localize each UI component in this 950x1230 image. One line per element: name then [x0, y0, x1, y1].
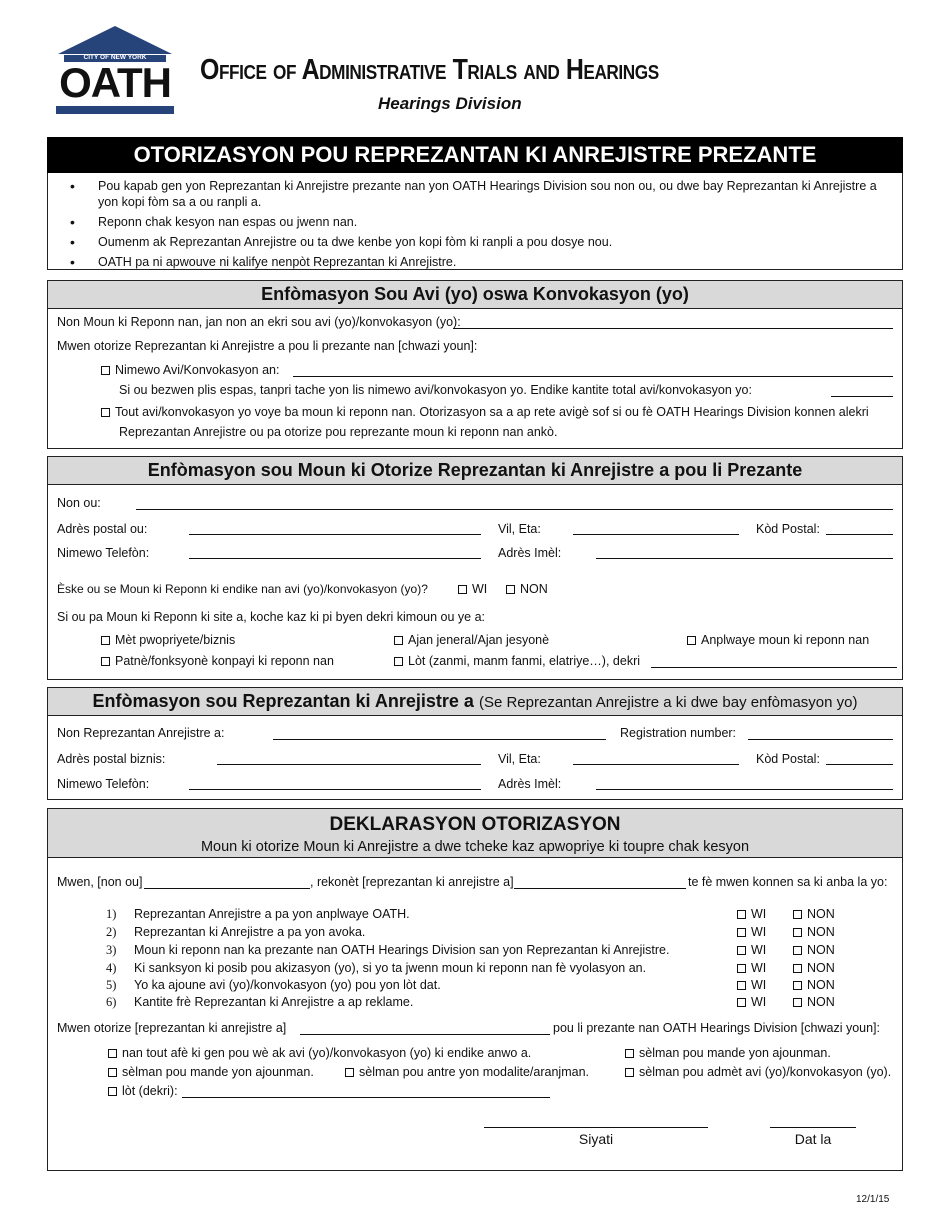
item-2-number: 2)	[106, 925, 117, 939]
scope-all[interactable]	[108, 1046, 531, 1060]
form-version: 12/1/15	[856, 1194, 890, 1205]
respondent-yes[interactable]	[458, 582, 487, 596]
all-notices-checkbox[interactable]	[101, 408, 110, 417]
name-field[interactable]	[136, 509, 893, 510]
item-5-number: 5)	[106, 978, 117, 992]
address-field[interactable]	[189, 534, 481, 535]
scope-adjourn-right-checkbox[interactable]	[625, 1049, 634, 1058]
email-label: Adrès Imèl:	[498, 546, 562, 560]
scope-admit-label: sèlman pou admèt avi (yo)/konvokasyon (yo).	[639, 1065, 892, 1079]
item-1-text: Reprezantan Anrejistre a pa yon anplwaye OATH.	[134, 907, 410, 921]
respondent-no-label: NON	[520, 582, 548, 596]
item-3-number: 3)	[106, 943, 117, 957]
registration-label: Registration number:	[620, 726, 737, 740]
rel-agent[interactable]	[394, 633, 549, 647]
rel-employee[interactable]	[687, 633, 869, 647]
respondent-yes-checkbox[interactable]	[458, 585, 467, 594]
authorize-scope-b: pou li prezante nan OATH Hearings Division [chwazi youn]:	[553, 1021, 881, 1035]
intro-part-c: te fè mwen konnen sa ki anba la yo:	[688, 875, 888, 889]
scope-admit-checkbox[interactable]	[625, 1068, 634, 1077]
item-1-number: 1)	[106, 907, 117, 921]
item-4-text: Ki sanksyon ki posib pou akizasyon (yo), si yo ta jwenn moun ki reponn nan fè vyolasyon an.	[134, 961, 647, 975]
yes-label: WI	[751, 961, 767, 975]
item-2-no[interactable]	[793, 925, 835, 939]
rel-agent-label: Ajan jeneral/Ajan jesyonè	[408, 633, 550, 647]
item-5-yes[interactable]	[737, 978, 766, 992]
rel-other[interactable]	[394, 654, 640, 668]
declaration-title: DEKLARASYON OTORIZASYON	[329, 814, 621, 835]
rep-zip-label: Kòd Postal:	[756, 752, 820, 766]
authorize-scope-a: Mwen otorize [reprezantan ki anrejistre a]	[57, 1021, 287, 1035]
bullet-2: • Reponn chak kesyon nan espas ou jwenn nan.	[48, 214, 890, 230]
item-2-text: Reprezantan ki Anrejistre a pa yon avoka.	[134, 925, 366, 939]
rep-email-label: Adrès Imèl:	[498, 777, 562, 791]
instructions-box	[47, 173, 903, 270]
scope-adjourn-right[interactable]	[625, 1046, 831, 1060]
city-label: Vil, Eta:	[498, 522, 541, 536]
item-5-yes-checkbox[interactable]	[737, 981, 746, 990]
rel-partner[interactable]	[101, 654, 334, 668]
item-6-yes[interactable]	[737, 995, 766, 1009]
respondent-question: Èske ou se Moun ki Reponn ki endike nan avi (yo)/konvokasyon (yo)?	[57, 582, 428, 596]
scope-all-label: nan tout afè ki gen pou wè ak avi (yo)/konvokasyon (yo) ki endike anwo a.	[122, 1046, 532, 1060]
respondent-name-field[interactable]	[453, 328, 893, 329]
item-2-yes-checkbox[interactable]	[737, 928, 746, 937]
rep-city-label: Vil, Eta:	[498, 752, 541, 766]
respondent-no[interactable]	[506, 582, 548, 596]
bullet-3: • Oumenm ak Reprezantan Anrejistre ou ta dwe kenbe yon kopi fòm ki ranpli a pou dosye nou.	[48, 234, 890, 250]
rel-partner-label: Patnè/fonksyonè konpayi ki reponn nan	[115, 654, 334, 668]
item-5-text: Yo ka ajoune avi (yo)/konvokasyon (yo) pou yon lòt dat.	[134, 978, 441, 992]
rel-other-label: Lòt (zanmi, manm fanmi, elatriye…), dekri	[408, 654, 641, 668]
item-3-no[interactable]	[793, 943, 835, 957]
rel-owner-label: Mèt pwopriyete/biznis	[115, 633, 236, 647]
item-5-no[interactable]	[793, 978, 835, 992]
authorize-rep-field[interactable]	[300, 1034, 550, 1035]
item-3-no-checkbox[interactable]	[793, 946, 802, 955]
rep-address-label: Adrès postal biznis:	[57, 752, 166, 766]
item-6-no-checkbox[interactable]	[793, 998, 802, 1007]
scope-adjourn-right-label: sèlman pou mande yon ajounman.	[639, 1046, 831, 1060]
item-3-yes-checkbox[interactable]	[737, 946, 746, 955]
rel-other-field[interactable]	[651, 667, 897, 668]
main-title: OTORIZASYON POU REPREZANTAN KI ANREJISTRE PREZANTE	[47, 137, 903, 173]
rel-other-checkbox[interactable]	[394, 657, 403, 666]
rep-name-label: Non Reprezantan Anrejistre a:	[57, 726, 225, 740]
notice-number-option[interactable]	[101, 363, 279, 377]
phone-field[interactable]	[189, 558, 481, 559]
yes-label: WI	[751, 907, 767, 921]
scope-adjourn-left[interactable]	[108, 1065, 314, 1079]
item-3-text: Moun ki reponn nan ka prezante nan OATH Hearings Division san yon Reprezantan ki Anrejistre.	[134, 943, 670, 957]
rep-address-field[interactable]	[217, 764, 481, 765]
item-4-yes[interactable]	[737, 961, 766, 975]
item-1-yes-checkbox[interactable]	[737, 910, 746, 919]
zip-field[interactable]	[826, 534, 893, 535]
yes-label: WI	[751, 925, 767, 939]
scope-adjourn-left-label: sèlman pou mande yon ajounman.	[122, 1065, 314, 1079]
rel-partner-checkbox[interactable]	[101, 657, 110, 666]
notice-number-checkbox[interactable]	[101, 366, 110, 375]
representative-info-section	[47, 687, 903, 800]
declaration-subtitle: Moun ki otorize Moun ki Anrejistre a dwe tcheke kaz apwopriye ki toupre chak kesyon	[200, 839, 750, 855]
logo-city-text: CITY OF NEW YORK	[83, 54, 147, 61]
item-6-no[interactable]	[793, 995, 835, 1009]
division-subtitle: Hearings Division	[378, 94, 522, 113]
no-label: NON	[807, 995, 835, 1009]
item-2-yes[interactable]	[737, 925, 766, 939]
rep-name-declaration-field[interactable]	[514, 888, 686, 889]
no-label: NON	[807, 961, 835, 975]
notice-number-note: Si ou bezwen plis espas, tanpri tache yon lis nimewo avi/konvokasyon yo. Endike kantite total avi/konvokasyon yo:	[119, 383, 752, 397]
item-4-yes-checkbox[interactable]	[737, 964, 746, 973]
item-5-no-checkbox[interactable]	[793, 981, 802, 990]
date-label: Dat la	[794, 1131, 832, 1147]
bullet-1: • Pou kapab gen yon Reprezantan ki Anrejistre prezante nan yon OATH Hearings Division sou non ou, ou dwe bay Reprezantan ki Anrejistre a yon kopi fòm sa a ou ranpli a.	[48, 178, 890, 210]
email-field[interactable]	[596, 558, 893, 559]
item-6-text: Kantite frè Reprezantan ki Anrejistre a ap reklame.	[134, 995, 414, 1009]
city-field[interactable]	[573, 534, 739, 535]
respondent-yes-label: WI	[472, 582, 488, 596]
no-label: NON	[807, 907, 835, 921]
scope-adjourn-left-checkbox[interactable]	[108, 1068, 117, 1077]
yes-label: WI	[751, 995, 767, 1009]
notice-number-field[interactable]	[293, 376, 893, 377]
address-label: Adrès postal ou:	[57, 522, 148, 536]
scope-other[interactable]	[108, 1084, 178, 1098]
intro-part-b: , rekonèt [reprezantan ki anrejistre a]	[310, 875, 514, 889]
item-3-yes[interactable]	[737, 943, 766, 957]
rel-employee-label: Anplwaye moun ki reponn nan	[701, 633, 870, 647]
rel-owner-checkbox[interactable]	[101, 636, 110, 645]
rep-city-field[interactable]	[573, 764, 739, 765]
signature-label: Siyati	[578, 1131, 614, 1147]
scope-settlement-checkbox[interactable]	[345, 1068, 354, 1077]
notice-info-section	[47, 280, 903, 449]
zip-label: Kòd Postal:	[756, 522, 820, 536]
item-4-no-checkbox[interactable]	[793, 964, 802, 973]
item-6-yes-checkbox[interactable]	[737, 998, 746, 1007]
rep-zip-field[interactable]	[826, 764, 893, 765]
scope-other-field[interactable]	[182, 1097, 550, 1098]
rel-employee-checkbox[interactable]	[687, 636, 696, 645]
relationship-question: Si ou pa Moun ki Reponn ki site a, koche kaz ki pi byen dekri kimoun ou ye a:	[57, 610, 486, 624]
your-name-field[interactable]	[144, 888, 310, 889]
respondent-name-label: Non Moun ki Reponn nan, jan non an ekri sou avi (yo)/konvokasyon (yo):	[57, 315, 461, 329]
notice-total-field[interactable]	[831, 396, 893, 397]
item-6-number: 6)	[106, 995, 117, 1009]
authorize-label: Mwen otorize Reprezantan ki Anrejistre a pou li prezante nan [chwazi youn]:	[57, 339, 478, 353]
intro-part-a: Mwen, [non ou]	[57, 875, 143, 889]
oath-logo	[56, 26, 174, 118]
item-1-no[interactable]	[793, 907, 835, 921]
phone-label: Nimewo Telefòn:	[57, 546, 150, 560]
office-title: Office of Administrative Trials and Hearings	[200, 54, 659, 86]
respondent-no-checkbox[interactable]	[506, 585, 515, 594]
rep-phone-label: Nimewo Telefòn:	[57, 777, 150, 791]
item-4-number: 4)	[106, 961, 117, 975]
declaration-header	[48, 809, 902, 858]
scope-other-label: lòt (dekri):	[122, 1084, 178, 1098]
all-notices-note: Reprezantan Anrejistre ou pa otorize pou reprezante moun ki reponn nan ankò.	[119, 425, 558, 439]
yes-label: WI	[751, 943, 767, 957]
rep-phone-field[interactable]	[189, 789, 481, 790]
rel-agent-checkbox[interactable]	[394, 636, 403, 645]
scope-other-checkbox[interactable]	[108, 1087, 117, 1096]
rep-name-field[interactable]	[273, 739, 606, 740]
registration-field[interactable]	[748, 739, 893, 740]
rel-owner[interactable]	[101, 633, 235, 647]
all-notices-option[interactable]	[101, 405, 869, 419]
item-1-yes[interactable]	[737, 907, 766, 921]
date-field[interactable]	[770, 1127, 856, 1128]
rep-email-field[interactable]	[596, 789, 893, 790]
authorizer-info-title: Enfòmasyon sou Moun ki Otorize Reprezantan ki Anrejistre a pou li Prezante	[48, 457, 902, 485]
bullet-4: • OATH pa ni apwouve ni kalifye nenpòt Reprezantan ki Anrejistre.	[48, 254, 890, 270]
item-4-no[interactable]	[793, 961, 835, 975]
all-notices-label: Tout avi/konvokasyon yo voye ba moun ki reponn nan. Otorizasyon sa a ap rete avigè sof si ou fè OATH Hearings Division konnen alekri	[115, 405, 869, 419]
declaration-section	[47, 808, 903, 1171]
item-2-no-checkbox[interactable]	[793, 928, 802, 937]
no-label: NON	[807, 978, 835, 992]
representative-title-note: (Se Reprezantan Anrejistre a ki dwe bay enfòmasyon yo)	[478, 694, 858, 711]
scope-settlement[interactable]	[345, 1065, 589, 1079]
logo-oath-text: OATH	[59, 59, 171, 106]
authorizer-info-section	[47, 456, 903, 680]
scope-settlement-label: sèlman pou antre yon modalite/aranjman.	[359, 1065, 589, 1079]
item-1-no-checkbox[interactable]	[793, 910, 802, 919]
notice-info-title: Enfòmasyon Sou Avi (yo) oswa Konvokasyon (yo)	[48, 281, 902, 309]
scope-admit[interactable]	[625, 1065, 891, 1079]
scope-all-checkbox[interactable]	[108, 1049, 117, 1058]
no-label: NON	[807, 943, 835, 957]
representative-title-main: Enfòmasyon sou Reprezantan ki Anrejistre a	[92, 691, 474, 711]
no-label: NON	[807, 925, 835, 939]
signature-field[interactable]	[484, 1127, 708, 1128]
representative-info-title	[48, 688, 902, 716]
name-label: Non ou:	[57, 496, 101, 510]
yes-label: WI	[751, 978, 767, 992]
notice-number-label: Nimewo Avi/Konvokasyon an:	[115, 363, 280, 377]
